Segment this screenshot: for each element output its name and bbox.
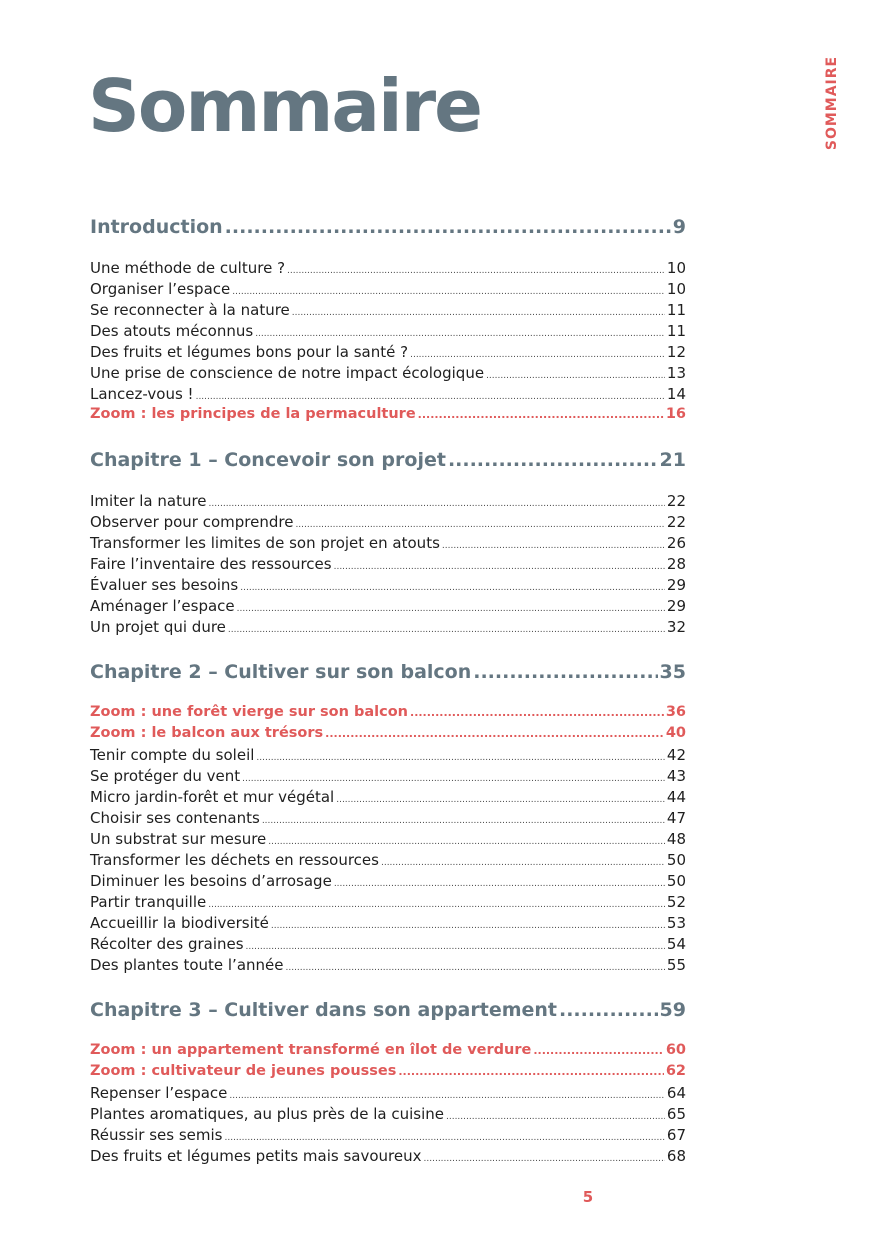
toc-chapter-heading-page-number: 59 [659, 999, 686, 1021]
toc-entry-page-number: 11 [666, 322, 686, 340]
toc-entry-label: Des fruits et légumes petits mais savoureux [90, 1147, 422, 1165]
toc-entry-label: Diminuer les besoins d’arrosage [90, 872, 332, 890]
toc-entry-page-number: 29 [666, 597, 686, 615]
dot-leader [268, 837, 665, 847]
toc-entry-label: Faire l’inventaire des ressources [90, 555, 332, 573]
dot-leader [398, 1065, 663, 1078]
toc-chapter-heading-label: Chapitre 1 – Concevoir son projet [90, 449, 446, 471]
toc-entry-label: Se protéger du vent [90, 767, 241, 785]
dot-leader [240, 583, 665, 593]
toc-entry[interactable] [90, 788, 686, 809]
toc-entry-label: Transformer les déchets en ressources [90, 851, 379, 869]
toc-entry[interactable] [90, 830, 686, 851]
toc-entry-page-number: 22 [666, 492, 686, 510]
dot-leader [325, 727, 664, 740]
toc-entry[interactable] [90, 956, 686, 977]
toc-entry-page-number: 44 [666, 788, 686, 806]
toc-entry[interactable] [90, 534, 686, 555]
toc-entry-page-number: 29 [666, 576, 686, 594]
toc-entry-label: Récolter des graines [90, 935, 244, 953]
dot-leader [418, 408, 664, 421]
toc-entry-page-number: 42 [666, 746, 686, 764]
side-tab [822, 55, 842, 150]
toc-entry-page-number: 50 [666, 872, 686, 890]
toc-entry[interactable] [90, 1105, 686, 1126]
toc-entry[interactable] [90, 872, 686, 893]
toc-entry-page-number: 32 [666, 618, 686, 636]
toc-zoom-entry-page-number: 16 [665, 406, 686, 422]
toc-entry-page-number: 43 [666, 767, 686, 785]
toc-entry[interactable] [90, 280, 686, 301]
toc-entry-label: Une prise de conscience de notre impact écologique [90, 364, 485, 382]
toc-entry-page-number: 50 [666, 851, 686, 869]
dot-leader [271, 921, 665, 931]
dot-leader [246, 942, 665, 952]
page-title: Sommaire [88, 64, 481, 148]
toc-zoom-entry-label: Zoom : un appartement transformé en îlot de verdure [90, 1042, 532, 1058]
dot-leader [292, 308, 665, 318]
toc-entry-label: Évaluer ses besoins [90, 576, 239, 594]
toc-entry-page-number: 53 [666, 914, 686, 932]
toc-section [90, 216, 686, 427]
toc-entry[interactable] [90, 322, 686, 343]
toc-entry[interactable] [90, 893, 686, 914]
toc-entry[interactable] [90, 914, 686, 935]
toc-entry-page-number: 68 [666, 1147, 686, 1165]
dot-leader [255, 329, 665, 339]
toc-zoom-entry[interactable] [90, 1042, 686, 1063]
toc-zoom-entry-label: Zoom : le balcon aux trésors [90, 725, 324, 741]
toc-zoom-entry-label: Zoom : les principes de la permaculture [90, 406, 416, 422]
dot-leader [295, 520, 664, 530]
dot-leader [225, 216, 671, 238]
toc-entry[interactable] [90, 597, 686, 618]
dot-leader [262, 816, 665, 826]
toc-entry-label: Transformer les limites de son projet en atouts [90, 534, 440, 552]
toc-entry-label: Un projet qui dure [90, 618, 226, 636]
toc-entry[interactable] [90, 576, 686, 597]
toc-entry[interactable] [90, 343, 686, 364]
toc-section [90, 661, 686, 977]
toc-entry[interactable] [90, 851, 686, 872]
toc-entry-page-number: 55 [666, 956, 686, 974]
toc-entry-page-number: 22 [666, 513, 686, 531]
dot-leader [287, 266, 665, 276]
toc-entry-page-number: 10 [666, 259, 686, 277]
toc-entry-label: Imiter la nature [90, 492, 207, 510]
dot-leader [228, 625, 665, 635]
dot-leader [237, 604, 665, 614]
toc-entry[interactable] [90, 1147, 686, 1168]
toc-entry-label: Lancez-vous ! [90, 385, 194, 403]
toc-entry-page-number: 52 [666, 893, 686, 911]
toc-entry-page-number: 48 [666, 830, 686, 848]
toc-chapter-heading-page-number: 35 [659, 661, 686, 683]
toc-entry-label: Un substrat sur mesure [90, 830, 267, 848]
toc-entry-label: Accueillir la biodiversité [90, 914, 269, 932]
dot-leader [232, 287, 665, 297]
toc-entry-label: Plantes aromatiques, au plus près de la cuisine [90, 1105, 444, 1123]
toc-entry-label: Micro jardin-forêt et mur végétal [90, 788, 335, 806]
toc-entry-page-number: 47 [666, 809, 686, 827]
toc-zoom-entry-page-number: 36 [665, 704, 686, 720]
toc-entry[interactable] [90, 492, 686, 513]
toc-entry-label: Réussir ses semis [90, 1126, 223, 1144]
toc-entry[interactable] [90, 555, 686, 576]
dot-leader [196, 392, 665, 402]
toc-entry[interactable] [90, 746, 686, 767]
dot-leader [242, 774, 665, 784]
toc-entry-label: Une méthode de culture ? [90, 259, 286, 277]
toc-entry-label: Choisir ses contenants [90, 809, 260, 827]
dot-leader [381, 858, 665, 868]
toc-zoom-entry[interactable] [90, 406, 686, 427]
dot-leader [533, 1044, 663, 1057]
dot-leader [208, 900, 665, 910]
table-of-contents [90, 216, 686, 1190]
dot-leader [334, 562, 665, 572]
toc-chapter-heading-label: Introduction [90, 216, 223, 238]
toc-entry-label: Se reconnecter à la nature [90, 301, 290, 319]
toc-entry[interactable] [90, 1084, 686, 1105]
toc-entry-label: Partir tranquille [90, 893, 207, 911]
toc-chapter-heading[interactable] [90, 449, 686, 479]
dot-leader [224, 1133, 664, 1143]
toc-entry-label: Observer pour comprendre [90, 513, 294, 531]
toc-entry-page-number: 28 [666, 555, 686, 573]
toc-entry-page-number: 14 [666, 385, 686, 403]
toc-chapter-heading-label: Chapitre 2 – Cultiver sur son balcon [90, 661, 472, 683]
dot-leader [448, 449, 658, 471]
toc-entry[interactable] [90, 513, 686, 534]
toc-zoom-entry[interactable] [90, 1063, 686, 1084]
toc-entry-page-number: 11 [666, 301, 686, 319]
side-tab-label: SOMMAIRE [824, 55, 840, 150]
page-number: 5 [582, 1188, 594, 1206]
toc-zoom-entry-page-number: 62 [665, 1063, 686, 1079]
dot-leader [285, 963, 664, 973]
toc-entry-page-number: 64 [666, 1084, 686, 1102]
toc-zoom-entry[interactable] [90, 725, 686, 746]
dot-leader [336, 795, 665, 805]
toc-entry-label: Repenser l’espace [90, 1084, 228, 1102]
toc-entry[interactable] [90, 1126, 686, 1147]
dot-leader [446, 1112, 665, 1122]
toc-entry-page-number: 26 [666, 534, 686, 552]
toc-chapter-heading-page-number: 9 [672, 216, 686, 238]
toc-chapter-heading[interactable] [90, 999, 686, 1029]
dot-leader [559, 999, 658, 1021]
toc-chapter-heading[interactable] [90, 216, 686, 246]
toc-chapter-heading[interactable] [90, 661, 686, 691]
toc-zoom-entry-page-number: 40 [665, 725, 686, 741]
toc-zoom-entry-page-number: 60 [665, 1042, 686, 1058]
toc-section [90, 449, 686, 639]
toc-zoom-entry-label: Zoom : une forêt vierge sur son balcon [90, 704, 409, 720]
dot-leader [473, 661, 657, 683]
toc-entry[interactable] [90, 618, 686, 639]
toc-entry-label: Des fruits et légumes bons pour la santé ? [90, 343, 409, 361]
dot-leader [486, 371, 665, 381]
toc-entry[interactable] [90, 385, 686, 406]
toc-entry[interactable] [90, 259, 686, 280]
dot-leader [442, 541, 665, 551]
toc-section [90, 999, 686, 1168]
toc-entry-page-number: 67 [666, 1126, 686, 1144]
toc-entry-label: Des atouts méconnus [90, 322, 254, 340]
toc-entry-label: Organiser l’espace [90, 280, 231, 298]
dot-leader [229, 1091, 665, 1101]
dot-leader [209, 499, 665, 509]
toc-entry-page-number: 12 [666, 343, 686, 361]
toc-chapter-heading-label: Chapitre 3 – Cultiver dans son appartement [90, 999, 557, 1021]
toc-zoom-entry-label: Zoom : cultivateur de jeunes pousses [90, 1063, 397, 1079]
toc-chapter-heading-page-number: 21 [659, 449, 686, 471]
toc-entry[interactable] [90, 767, 686, 788]
toc-entry[interactable] [90, 301, 686, 322]
dot-leader [410, 706, 664, 719]
toc-entry[interactable] [90, 364, 686, 385]
toc-entry-label: Tenir compte du soleil [90, 746, 255, 764]
toc-entry-page-number: 54 [666, 935, 686, 953]
toc-entry[interactable] [90, 809, 686, 830]
toc-entry-page-number: 13 [666, 364, 686, 382]
toc-entry-label: Des plantes toute l’année [90, 956, 284, 974]
toc-entry[interactable] [90, 935, 686, 956]
toc-zoom-entry[interactable] [90, 704, 686, 725]
dot-leader [424, 1154, 665, 1164]
dot-leader [334, 879, 665, 889]
dot-leader [410, 350, 665, 360]
dot-leader [256, 753, 664, 763]
toc-entry-page-number: 65 [666, 1105, 686, 1123]
toc-entry-label: Aménager l’espace [90, 597, 235, 615]
toc-entry-page-number: 10 [666, 280, 686, 298]
